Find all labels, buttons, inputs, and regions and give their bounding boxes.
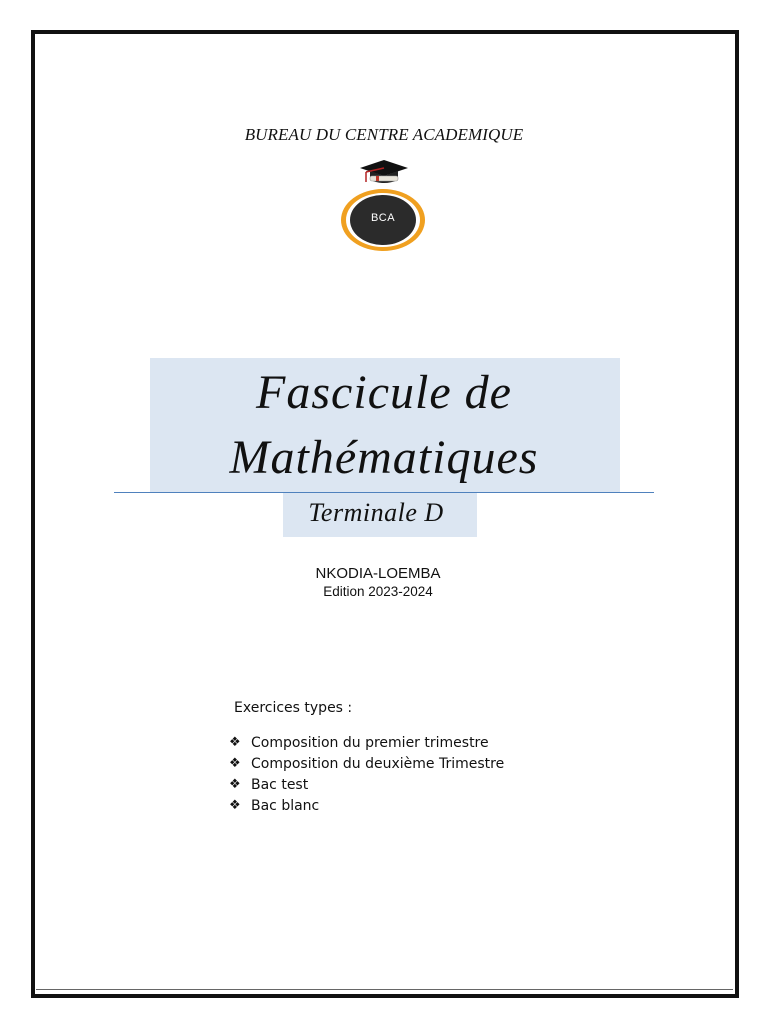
- diamond-bullet-icon: ❖: [229, 798, 241, 813]
- list-item: [229, 795, 504, 816]
- diamond-bullet-icon: ❖: [229, 777, 241, 792]
- bca-logo: [336, 158, 430, 256]
- list-item-label: Composition du premier trimestre: [251, 734, 489, 751]
- list-item: [229, 774, 504, 795]
- document-title-line-2: Mathématiques: [229, 431, 539, 484]
- exercise-list: [229, 732, 504, 816]
- exercises-heading: Exercices types :: [234, 700, 353, 716]
- page-border-shadow: [36, 989, 733, 990]
- edition-year: Edition 2023-2024: [323, 584, 433, 599]
- diamond-bullet-icon: ❖: [229, 735, 241, 750]
- list-item: [229, 732, 504, 753]
- diamond-bullet-icon: ❖: [229, 756, 241, 771]
- class-level: Terminale D: [308, 498, 444, 527]
- organization-name: BUREAU DU CENTRE ACADEMIQUE: [244, 125, 524, 144]
- list-item-label: Bac blanc: [251, 797, 320, 814]
- list-item-label: Composition du deuxième Trimestre: [251, 755, 505, 772]
- graduation-cap-icon: [360, 160, 408, 183]
- list-item: [229, 753, 504, 774]
- list-item-label: Bac test: [251, 776, 309, 793]
- logo-text: BCA: [370, 212, 396, 224]
- document-title-line-1: Fascicule de: [256, 366, 512, 419]
- author-name: NKODIA-LOEMBA: [315, 565, 441, 582]
